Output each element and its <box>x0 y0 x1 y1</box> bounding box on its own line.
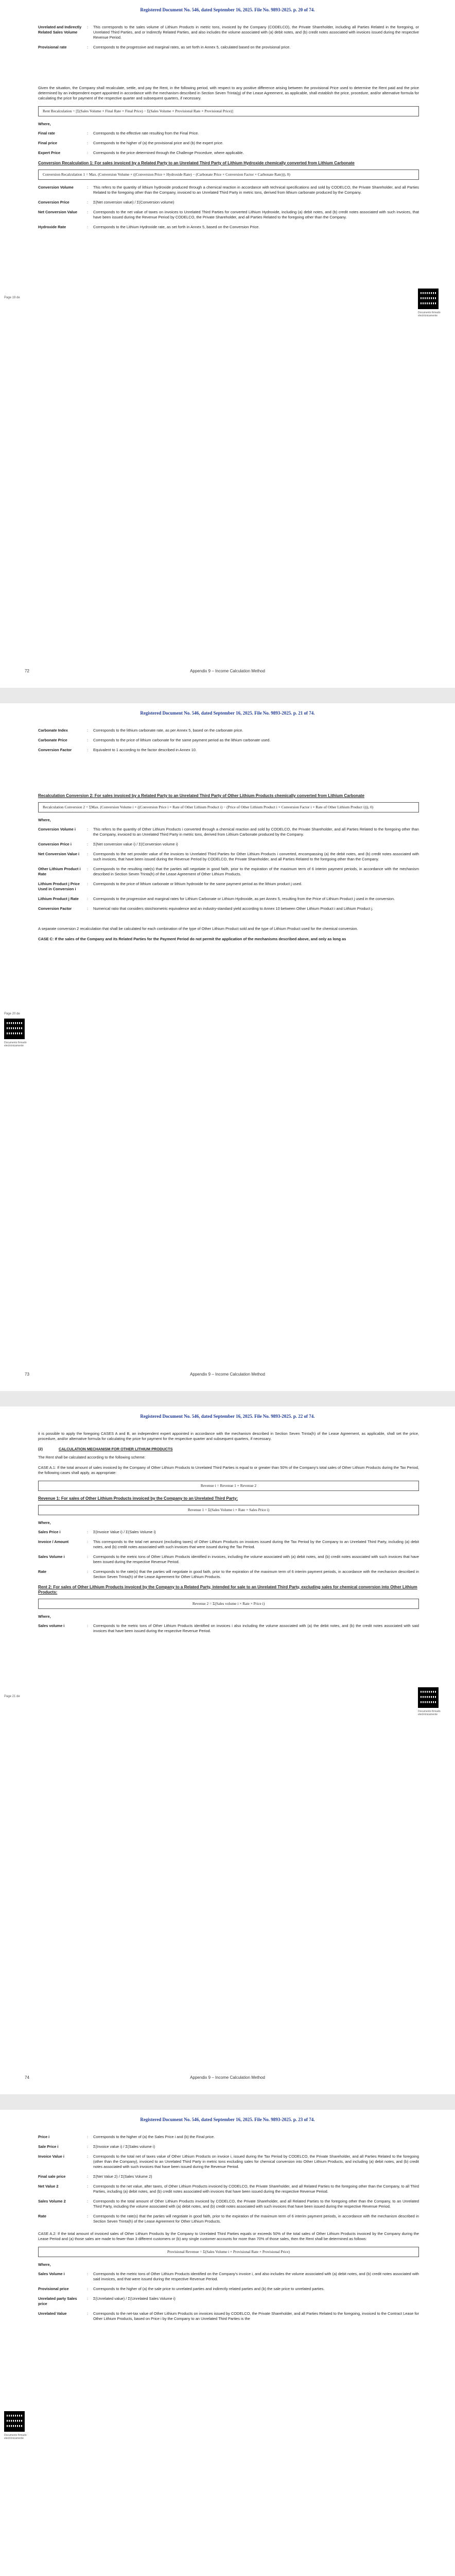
qr-caption: Documento firmado electrónicamente <box>4 2434 27 2440</box>
definition: Corresponds to the net provider value of the invoices to Unrelated Third Parties for Other Lithium Products i converted, encompassing (a) the debit notes, and (b) credit notes associated with such invoices, that have been issued during the Revenue Period by CODELCO, the Private Shareholder, and all Parties Related to the foregoing other than the Company. <box>93 851 419 861</box>
definition: Corresponds to the net value of taxes on invoices to Unrelated Third Parties for converted Lithium Hydroxide, including (a) debit notes, and (b) credit notes associated with such invoices, that have been issued during the Revenue Period by CODELCO, the Private Shareholder, and all Parties Related to the foregoing other than the Company. <box>93 209 419 219</box>
definition-row: Hydroxide Rate : Corresponds to the Lithium Hydroxide rate, as set forth in Annex 5, based on the Conversion Price. <box>38 225 419 230</box>
term: Conversion Factor <box>38 747 72 752</box>
term: Carbonate Price <box>38 737 67 742</box>
section-name: CALCULATION MECHANISM FOR OTHER LITHIUM PRODUCTS <box>59 1446 173 1451</box>
definition-row: Invoice Value i : Corresponds to the total net of taxes value of Other Lithium Products on invoice i, issued during the Tax Period by CODELCO, the Private Shareholder, and all Parties Related to the foregoing (other than the Company), invoiced to an Unrelated Third Party in metric tons excluding sales for chemical conversion into Other Lithium Products, and including (a) debit notes, and (b) credit notes associated with such invoices that have been issued during the Revenue Period. <box>38 2154 419 2169</box>
term: Sales Volume i <box>38 1554 65 1559</box>
definition-row: Conversion Factor : Numerical ratio that considers stoichiometric equivalence and an industry-standard yield according to Annex 10 between Other Lithium Product i and Lithium Product j. <box>38 906 419 911</box>
term: Other Lithium Product i Rate <box>38 866 81 876</box>
definition-row: Sales Volume i : Corresponds to the metric tons of Other Lithium Products identified on the Company's invoice i, and also includes the volume associated with (a) debit notes, and (b) credit notes associated with said invoices, and that were issued during the respective Revenue Period. <box>38 2271 419 2281</box>
definition-row: Sales volume i : Corresponds to the metric tons of Other Lithium Products identified on invoices i also including the volume associated with (a) the debit notes, and (b) the credit notes associated with said invoices that have been issued during the respective Revenue Period. <box>38 1623 419 1634</box>
page-1 <box>0 0 455 688</box>
term: Sales Volume 2 <box>38 2198 66 2204</box>
definition: Corresponds to the total amount of Other Lithium Products invoiced by CODELCO, the Private Shareholder, and all Related Parties to the foregoing other than the Company, to an Unrelated Third Party, including the volume associated with (a) debit notes, and (b) credit notes associated with such invoices that have been issued during the respective Revenue Period. <box>93 2198 419 2209</box>
paragraph: The Rent shall be calculated according to the following scheme: <box>38 1454 146 1460</box>
definition-row: Final price : Corresponds to the higher of (a) the provisional price and (b) the expert price. <box>38 141 419 146</box>
formula-box: Conversion Recalculation 1 = Max. (Conversion Volume × ((Conversion Price × Hydroxide Rate) − (Carbonate Price × Conversion Factor × Carbonate Rate))), 0) <box>38 170 419 180</box>
definition-row: Unrelated party Sales price : Σ(Unrelated value) / Σ(Unrelated Sales Volume i) <box>38 2296 419 2307</box>
page-2 <box>0 703 455 1391</box>
definition-row: Provisional rate : Corresponds to the progressive and marginal rates, as set forth in Annex 5, calculated based on the provisional price. <box>38 45 419 50</box>
definition-row: Sales Volume 2 : Corresponds to the total amount of Other Lithium Products invoiced by CODELCO, the Private Shareholder, and all Related Parties to the foregoing other than the Company, to an Unrelated Third Party, including the volume associated with (a) debit notes, and (b) credit notes associated with such invoices that have been issued during the respective Revenue Period. <box>38 2198 419 2209</box>
term: Final sale price <box>38 2174 66 2179</box>
term: Conversion Price i <box>38 841 72 846</box>
qr-caption: Documento firmado electrónicamente <box>418 1710 441 1716</box>
definition: Corresponds to the higher of (a) the provisional price and (b) the expert price. <box>93 140 224 145</box>
formula-box: Revenue 2 = Σ(Sales volume i × Rate × Price i) <box>38 1599 419 1609</box>
paragraph: Given the situation, the Company shall recalculate, settle, and pay the Rent, in the following period, with respect to any positive difference arising between the provisional Price used to determine the Rent paid and the price determined by an independent expert appointed in accordance with the mechanism described in Section Seven Trinta(g) of the Lease Agreement, as applicable, shall establish the price, procedure, and/or alternative formula for calculating the price for payment of the respective quarter and subsequent quarters, if necessary. <box>38 85 419 100</box>
definition: Corresponds to the progressive and marginal rates for Lithium Carbonate or Lithium Hydroxide, as per Annex 5, resulting from the Price of Lithium Product j used in the conversion. <box>93 896 395 901</box>
definition: This refers to the quantity of Other Lithium Products i converted through a chemical reaction and sold by CODELCO, the Private Shareholder, and all Parties Related to the foregoing other than the Company, invoiced to an Unrelated Third Party in metric tons, derived from Lithium Carbonate produced by the Company. <box>93 826 419 837</box>
definition-row: Carbonate Price : Corresponds to the price of lithium carbonate for the same payment period as the lithium carbonate used. <box>38 738 419 743</box>
definition: This corresponds to the sales volume of Lithium Products in metric tons, invoiced by the Company (CODELCO), the Private Shareholder, including all Parties Related in the foregoing, or Unrelated Third Parties, and or Indirectly Related Parties, and also includes the volume associated with (a) debit notes, and (b) credit notes associated with invoices issued during the respective Revenue Period. <box>93 25 419 40</box>
term: Invoice Value i <box>38 2154 64 2159</box>
definition-row: Final sale price : Σ(Net Value 2) / Σ(Sales Volume 2) <box>38 2174 419 2179</box>
page-footer: Appendix 9 – Income Calculation Method <box>190 669 265 673</box>
definition: Σ(Invoice Value i) / Σ(Sales Volume i) <box>93 1529 156 1534</box>
definition: This corresponds to the total net amount (excluding taxes) of Other Lithium Products on invoices issued during the Tax Period by the Company to an Unrelated Third Party, including (a) debit notes, and (b) credit notes associated with such invoices that were issued during the Tax Period. <box>93 1539 419 1549</box>
definition: This refers to the quantity of lithium hydroxide produced through a chemical reaction in accordance with technical specifications and sold by CODELCO, the Private Shareholder, and all Parties Related to the foregoing other than the Company, invoiced to an Unrelated Third Party in metric tons, derived from lithium carbonate produced by the Company. <box>93 184 419 195</box>
definition: Corresponds to the higher of (a) the sale price to unrelated parties and indirectly related parties and (b) the sale price to unrelated parties. <box>93 2286 325 2291</box>
section-number: (2) <box>38 1446 43 1451</box>
term: Net Conversion Value i <box>38 851 80 856</box>
definition: Corresponds to the price determined through the Challenge Procedure, where applicable. <box>93 150 244 155</box>
page-id: Page 19 de <box>4 296 20 299</box>
definition-row: Unrelated and Indirectly Related Sales Volume : This corresponds to the sales volume of Lithium Products in metric tons, invoiced by the Company (CODELCO), the Private Shareholder, including all Parties Related in the foregoing, or Unrelated Third Parties, and or Indirectly Related Parties, and also includes the volume associated with (a) debit notes, and (b) credit notes associated with invoices issued during the respective Revenue Period. <box>38 25 419 40</box>
definition-row: Sale Price i : Σ(Invoice value i) / Σ(Sales volume i) <box>38 2144 419 2149</box>
term: Conversion Price <box>38 199 69 205</box>
definition-row: Rate : Corresponds to the rate(s) that the parties will negotiate in good faith, prior to the expiration of the maximum term of 6 interim payment periods, in accordance with the mechanism described in Section Seven Trinta(h) of the Lease Agreement for Other Lithium Products. <box>38 2213 419 2224</box>
page-id: Page 21 de <box>4 1695 20 1698</box>
definition-row: Conversion Volume i : This refers to the quantity of Other Lithium Products i converted through a chemical reaction and sold by CODELCO, the Private Shareholder, and all Parties Related to the foregoing other than the Company, invoiced to an Unrelated Third Party in metric tons, derived from Lithium Carbonate produced by the Company. <box>38 826 419 837</box>
definition: Σ(Net conversion value i) / Σ(Conversion volume i) <box>93 841 178 846</box>
definition-row: Provisional price : Corresponds to the higher of (a) the sale price to unrelated parties and indirectly related parties and (b) the sale price to unrelated parties. <box>38 2286 419 2292</box>
term: Unrelated Value <box>38 2311 67 2316</box>
where-label: Where, <box>38 1614 51 1619</box>
definition-row: Final rate : Corresponds to the effective rate resulting from the Final Price. <box>38 131 419 136</box>
page-id: Page 20 de <box>4 1012 20 1015</box>
definition: Corresponds to the rate(s) that the parties will negotiate in good faith, prior to the expiration of the maximum term of 6 interim payment periods, in accordance with the mechanism described in Section Seven Trinta(h) of the Lease Agreement for Other Lithium Products. <box>93 1569 419 1579</box>
term: Provisional rate <box>38 44 67 49</box>
page-footer: Appendix 9 – Income Calculation Method <box>190 1372 265 1377</box>
qr-code-icon <box>418 289 439 309</box>
formula-box: Revenue i = Revenue 1 + Revenue 2 <box>38 1481 419 1491</box>
term: Sales Volume i <box>38 2271 65 2276</box>
definition-row: Net Conversion Value i : Corresponds to the net provider value of the invoices to Unrelated Third Parties for Other Lithium Products i converted, encompassing (a) the debit notes, and (b) credit notes associated with such invoices, that have been issued during the Revenue Period by CODELCO, the Private Shareholder, and all Parties Related to the foregoing other than the Company. <box>38 851 419 861</box>
definition: Σ(Net Value 2) / Σ(Sales Volume 2) <box>93 2174 152 2179</box>
qr-caption: Documento firmado electrónicamente <box>4 1041 27 1047</box>
definition: Corresponds to the rate(s) that the parties will negotiate in good faith, prior to the expiration of the maximum term of 6 interim payment periods, in accordance with the mechanism described in Section Seven Trinta(h) of the Lease Agreement for Other Lithium Products. <box>93 2213 419 2224</box>
definition: Corresponds to the lithium carbonate rate, as per Annex 5, based on the carbonate price. <box>93 728 243 733</box>
section-heading: Conversion Recalculation 1: For sales invoiced by a Related Party to an Unrelated Third Party of Lithium Hydroxide chemically converted from Lithium Carbonate <box>38 160 355 165</box>
term: Final price <box>38 140 57 145</box>
term: Sale Price i <box>38 2144 59 2149</box>
page-4 <box>0 2110 455 2576</box>
definition-row: Lithium Product j Rate : Corresponds to the progressive and marginal rates for Lithium Carbonate or Lithium Hydroxide, as per Annex 5, resulting from the Price of Lithium Product j used in the conversion. <box>38 896 419 902</box>
definition-row: Sales Volume i : Corresponds to the metric tons of Other Lithium Products identified in invoices, including the volume associated with (a) debit notes, and (b) credit notes associated with such invoices that have been issued during the respective Revenue Period. <box>38 1554 419 1564</box>
where-label: Where, <box>38 2262 51 2267</box>
term: Unrelated and Indirectly Related Sales Volume <box>38 25 82 35</box>
qr-caption: Documento firmado electrónicamente <box>418 311 441 317</box>
definition: Σ(Unrelated value) / Σ(Unrelated Sales Volume i) <box>93 2296 176 2301</box>
term: Sales volume i <box>38 1623 65 1629</box>
definition: Corresponds to the net-tax value of Other Lithium Products on invoices issued by CODELCO, the Private Shareholder, and all Parties Related to the foregoing, invoiced to the Contract Lease for Other Lithium Products, based on Price i by the Company to an Unrelated Third Parties is the <box>93 2311 419 2321</box>
paragraph: CASE A.2: If the total amount of invoiced sales of Other Lithium Products by the Company to Unrelated Third Parties equals or exceeds 50% of the total sales of Other Lithium Products invoiced by the Company during the Lease Period and (a) those sales are made to fewer than 3 different customers or (b) any single customer accounts for more than 70% of those sales, then the Rent shall be determined as follows: <box>38 2231 419 2241</box>
definition-row: Carbonate Index : Corresponds to the lithium carbonate rate, as per Annex 5, based on the carbonate price. <box>38 728 419 733</box>
term: Conversion Volume i <box>38 826 76 832</box>
term: Sales Price i <box>38 1529 61 1534</box>
page-number: 74 <box>25 2075 29 2080</box>
definition: Corresponds to the price of lithium carbonate or lithium hydroxide for the same payment period as the lithium product j used. <box>93 881 302 886</box>
qr-code-icon <box>4 2411 25 2432</box>
term: Conversion Volume <box>38 184 74 190</box>
definition-row: Conversion Price : Σ(Net conversion value) / Σ(Conversion volume) <box>38 200 419 205</box>
term: Price i <box>38 2134 50 2139</box>
definition: Corresponds to the Lithium Hydroxide rate, as set forth in Annex 5, based on the Conversion Price. <box>93 224 260 229</box>
definition: Numerical ratio that considers stoichiometric equivalence and an industry-standard yield according to Annex 10 between Other Lithium Product i and Lithium Product j. <box>93 906 373 911</box>
page-number: 73 <box>25 1372 29 1377</box>
definition-row: Expert Price : Corresponds to the price determined through the Challenge Procedure, where applicable. <box>38 150 419 156</box>
page-header: Registered Document No. 546, dated September 16, 2025. File No. 9893-2025. p. 23 of 74. <box>140 2117 315 2122</box>
page-header: Registered Document No. 546, dated September 16, 2025. File No. 9893-2025. p. 21 of 74. <box>140 710 315 716</box>
definition: Corresponds to the effective rate resulting from the Final Price. <box>93 130 199 135</box>
section-heading: Revenue 1: For sales of Other Lithium Products invoiced by the Company to an Unrelated Third Party: <box>38 1496 238 1501</box>
definition-row: Conversion Factor : Equivalent to 1 according to the factor described in Annex 10. <box>38 748 419 753</box>
section-heading: Rent 2: For sales of Other Lithium Products invoiced by the Company to a Related Party, intended for sale to an Unrelated Third Party, excluding sales for chemical conversion into Other Lithium Products: <box>38 1584 417 1595</box>
page-header: Registered Document No. 546, dated September 16, 2025. File No. 9893-2025. p. 20 of 74. <box>140 7 315 12</box>
definition: Corresponds to the metric tons of Other Lithium Products identified on the Company's invoice i, and also includes the volume associated with (a) debit notes, and (b) credit notes associated with said invoices, and that were issued during the respective Revenue Period. <box>93 2271 419 2281</box>
definition-row: Unrelated Value : Corresponds to the net-tax value of Other Lithium Products on invoices issued by CODELCO, the Private Shareholder, and all Parties Related to the foregoing, invoiced to the Contract Lease for Other Lithium Products, based on Price i by the Company to an Unrelated Third Parties is the <box>38 2311 419 2321</box>
definition: Equivalent to 1 according to the factor described in Annex 10. <box>93 747 197 752</box>
paragraph: CASE C: If the sales of the Company and its Related Parties for the Payment Period do not permit the application of the mechanisms described above, and only as long as <box>38 936 346 941</box>
term: Net Conversion Value <box>38 209 77 214</box>
term: Carbonate Index <box>38 728 68 733</box>
term: Provisional price <box>38 2286 69 2291</box>
page-header: Registered Document No. 546, dated September 16, 2025. File No. 9893-2025. p. 22 of 74. <box>140 1414 315 1419</box>
term: Invoice / Amount <box>38 1539 69 1544</box>
section-heading: Recalculation Conversion 2: For sales invoiced by a Related Party to an Unrelated Third Party of Other Lithium Products chemically converted from Lithium Carbonate <box>38 793 364 798</box>
formula-box: Provisional Revenue = Σ(Sales Volume i × Provisional Rate × Provisional Price) <box>38 2247 419 2257</box>
definition-row: Rate : Corresponds to the rate(s) that the parties will negotiate in good faith, prior to the expiration of the maximum term of 6 interim payment periods, in accordance with the mechanism described in Section Seven Trinta(h) of the Lease Agreement for Other Lithium Products. <box>38 1569 419 1579</box>
definition: Corresponds to the total net of taxes value of Other Lithium Products on invoice i, issued during the Tax Period by CODELCO, the Private Shareholder, and all Parties Related to the foregoing (other than the Company), invoiced to an Unrelated Third Party in metric tons excluding sales for chemical conversion into Other Lithium Products, and including (a) debit notes, and (b) credit notes associated with such invoices that have been issued during the Revenue Period. <box>93 2154 419 2169</box>
term: Lithium Product j Price Used in Conversion i <box>38 881 80 891</box>
definition-row: Other Lithium Product i Rate : Corresponds to the resulting rate(s) that the parties will negotiate in good faith, prior to the expiration of the maximum term of 6 interim payment periods, in accordance with the mechanism described in Section Seven Trinta(h) of the Lease Agreement of Other Lithium Products. <box>38 866 419 876</box>
definition-row: Invoice / Amount : This corresponds to the total net amount (excluding taxes) of Other Lithium Products on invoices issued during the Tax Period by the Company to an Unrelated Third Party, including (a) debit notes, and (b) credit notes associated with such invoices that were issued during the Tax Period. <box>38 1539 419 1549</box>
definition: Corresponds to the metric tons of Other Lithium Products identified in invoices, including the volume associated with (a) debit notes, and (b) credit notes associated with such invoices that have been issued during the respective Revenue Period. <box>93 1554 419 1564</box>
page-3 <box>0 1406 455 2094</box>
definition-row: Net Value 2 : Corresponds to the net value, after taxes, of Other Lithium Products invoiced by CODELCO, the Private Shareholder, and all Related Parties to the foregoing other than the Company, to all Third Parties, including (a) debit notes, and (b) credit notes associated with invoices that have been issued during the respective Revenue Period. <box>38 2183 419 2194</box>
definition-row: Net Conversion Value : Corresponds to the net value of taxes on invoices to Unrelated Third Parties for converted Lithium Hydroxide, including (a) debit notes, and (b) credit notes associated with such invoices, that have been issued during the Revenue Period by CODELCO, the Private Shareholder, and all Parties Related to the foregoing other than the Company. <box>38 209 419 219</box>
paragraph: A separate conversion 2 recalculation that shall be calculated for each combination of the type of Other Lithium Product sold and the type of Lithium Product used for the chemical conversion. <box>38 926 358 931</box>
definition: Corresponds to the progressive and marginal rates, as set forth in Annex 5, calculated based on the provisional price. <box>93 44 291 49</box>
section-title <box>38 1447 419 1452</box>
term: Net Value 2 <box>38 2183 59 2189</box>
definition-row: Conversion Price i : Σ(Net conversion value i) / Σ(Conversion volume i) <box>38 842 419 847</box>
formula-box: Recalculation Conversion 2 = ΣMax. (Conversion Volume i × ((Conversion Price i × Rate of Other Lithium Product i) − (Price of Other Lithium Product i × Conversion Factor i × Rate of Other Lithium Product i))), 0) <box>38 802 419 812</box>
paragraph: it is possible to apply the foregoing CASES A and B, an independent expert appointed in accordance with the mechanism described in Section Seven Trinta(h) of the Lease Agreement, as applicable, shall set the price, procedure, and/or alternative formula for calculating the price for payment for the respective quarter and subsequent quarters, if necessary. <box>38 1431 419 1441</box>
page-number: 72 <box>25 669 29 673</box>
term: Final rate <box>38 130 55 135</box>
definition: Corresponds to the net value, after taxes, of Other Lithium Products invoiced by CODELCO, the Private Shareholder, and all Related Parties to the foregoing other than the Company, to all Third Parties, including (a) debit notes, and (b) credit notes associated with invoices that have been issued during the respective Revenue Period. <box>93 2183 419 2194</box>
term: Unrelated party Sales price <box>38 2296 77 2306</box>
where-label: Where, <box>38 817 51 822</box>
definition-row: Lithium Product j Price Used in Conversion i : Corresponds to the price of lithium carbonate or lithium hydroxide for the same payment period as the lithium product j used. <box>38 882 419 892</box>
definition: Corresponds to the price of lithium carbonate for the same payment period as the lithium carbonate used. <box>93 737 271 742</box>
page-footer: Appendix 9 – Income Calculation Method <box>190 2075 265 2080</box>
where-label: Where, <box>38 121 51 126</box>
term: Hydroxide Rate <box>38 224 66 229</box>
definition: Σ(Invoice value i) / Σ(Sales volume i) <box>93 2144 155 2149</box>
definition-row: Conversion Volume : This refers to the quantity of lithium hydroxide produced through a chemical reaction in accordance with technical specifications and sold by CODELCO, the Private Shareholder, and all Parties Related to the foregoing other than the Company, invoiced to an Unrelated Third Party in metric tons, derived from lithium carbonate produced by the Company. <box>38 184 419 195</box>
where-label: Where, <box>38 1520 51 1525</box>
term: Lithium Product j Rate <box>38 896 79 901</box>
term: Expert Price <box>38 150 61 155</box>
qr-code-icon <box>418 1687 439 1708</box>
qr-code-icon <box>4 1019 25 1039</box>
definition: Corresponds to the resulting rate(s) that the parties will negotiate in good faith, prior to the expiration of the maximum term of 6 interim payment periods, in accordance with the mechanism described in Section Seven Trinta(h) of the Lease Agreement of Other Lithium Products. <box>93 866 419 876</box>
definition: Corresponds to the metric tons of Other Lithium Products identified on invoices i also including the volume associated with (a) the debit notes, and (b) the credit notes associated with said invoices that have been issued during the respective Revenue Period. <box>93 1623 419 1634</box>
term: Rate <box>38 1569 47 1574</box>
definition-row: Sales Price i : Σ(Invoice Value i) / Σ(Sales Volume i) <box>38 1530 419 1535</box>
definition: Corresponds to the higher of (a) the Sales Price i and (b) the Final price. <box>93 2134 215 2139</box>
term: Rate <box>38 2213 47 2218</box>
definition-row: Price i : Corresponds to the higher of (a) the Sales Price i and (b) the Final price. <box>38 2134 419 2140</box>
definition: Σ(Net conversion value) / Σ(Conversion volume) <box>93 199 174 205</box>
formula-box: Revenue 1 = Σ(Sales Volume i × Rate × Sales Price i) <box>38 1505 419 1515</box>
paragraph: CASE A.1: If the total amount of sales invoiced by the Company of Other Lithium Products to Unrelated Third Parties is equal to or greater than 50% of the Company's total sales of Other Lithium Products during the Tax Period, the following cases shall apply, as appropriate: <box>38 1465 419 1475</box>
formula-box: Rent Recalculation = [Σ(Sales Volume × Final Rate × Final Price) − Σ(Sales Volume × Provisional Rate × Provisional Price)] <box>38 106 419 116</box>
term: Conversion Factor <box>38 906 72 911</box>
